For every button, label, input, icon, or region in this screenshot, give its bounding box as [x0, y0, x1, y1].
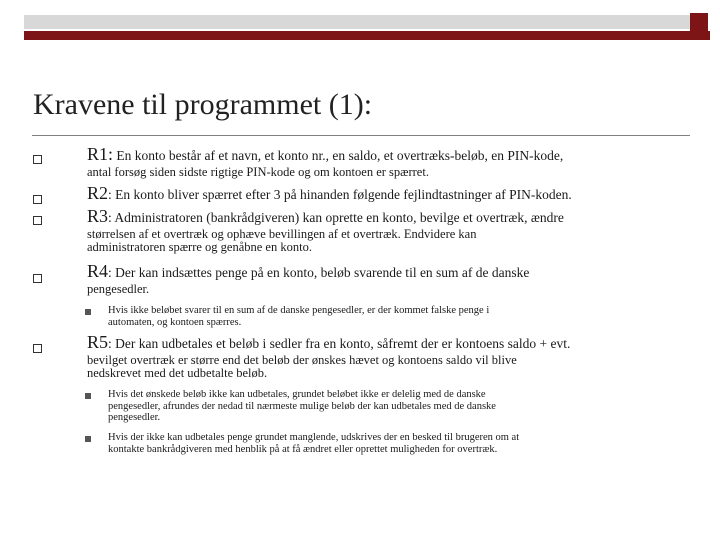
- requirement-lead: : Administratoren (bankrådgiveren) kan oprette en konto, bevilge et overtræk, ændre: [108, 210, 564, 225]
- requirement-r4: [87, 261, 677, 296]
- requirement-r5: [87, 332, 677, 381]
- requirement-line: bevilget overtræk er større end det beløb der ønskes hævet og kontoens saldo vil blive: [87, 352, 517, 367]
- requirement-r2: [87, 183, 677, 203]
- requirement-line: antal forsøg siden sidste rigtige PIN-kode og om kontoen er spærret.: [87, 164, 429, 179]
- requirement-subitem: Hvis ikke beløbet svarer til en sum af de danske pengesedler, er der kommet falske penge i automaten, og kontoen spærres.: [108, 305, 490, 328]
- header-decoration-grey-bar: [24, 15, 704, 29]
- title-divider: [32, 135, 690, 136]
- filled-square-bullet-icon: [85, 309, 91, 315]
- requirement-code: R4: [87, 261, 109, 281]
- requirement-line: pengesedler.: [87, 281, 150, 296]
- requirement-lead: En konto består af et navn, et konto nr., en saldo, et overtræks-beløb, en PIN-kode,: [113, 148, 564, 163]
- filled-square-bullet-icon: [85, 393, 91, 399]
- requirement-code: R2: [87, 183, 109, 203]
- requirement-code: R3: [87, 206, 109, 226]
- requirement-line: nedskrevet med det udbetalte beløb.: [87, 366, 268, 380]
- header-decoration-square: [690, 13, 708, 31]
- hollow-square-bullet-icon: [33, 274, 42, 283]
- requirement-subitem: Hvis der ikke kan udbetales penge grundet manglende, udskrives der en besked til brugeren om at kontakte bankrådgiveren med henblik på at få ændret eller oprettet muligheden for overtræk.: [108, 432, 520, 455]
- requirement-code: R5: [87, 332, 109, 352]
- hollow-square-bullet-icon: [33, 155, 42, 164]
- hollow-square-bullet-icon: [33, 344, 42, 353]
- requirement-r1: [87, 144, 677, 179]
- filled-square-bullet-icon: [85, 436, 91, 442]
- requirement-lead: : En konto bliver spærret efter 3 på hinanden følgende fejlindtastninger af PIN-koden.: [108, 187, 572, 202]
- requirement-r3: [87, 206, 677, 255]
- hollow-square-bullet-icon: [33, 195, 42, 204]
- header-decoration-red-bar: [24, 31, 710, 40]
- requirement-line: administratoren spærre og genåbne en konto.: [87, 240, 312, 254]
- requirement-lead: : Der kan indsættes penge på en konto, beløb svarende til en sum af de danske: [108, 265, 530, 280]
- slide-title: Kravene til programmet (1):: [33, 88, 373, 121]
- hollow-square-bullet-icon: [33, 216, 42, 225]
- requirement-line: størrelsen af et overtræk og ophæve bevillingen af et overtræk. Endvidere kan: [87, 226, 477, 241]
- requirement-code: R1:: [87, 144, 114, 164]
- requirement-lead: : Der kan udbetales et beløb i sedler fra en konto, såfremt der er kontoens saldo + evt.: [108, 336, 571, 351]
- requirement-subitem: Hvis det ønskede beløb ikke kan udbetales, grundet beløbet ikke er delelig med de danske pengesedler, afrundes der nedad til nærmeste mulige beløb der kan udbetales med de danske pengesedler.: [108, 389, 496, 423]
